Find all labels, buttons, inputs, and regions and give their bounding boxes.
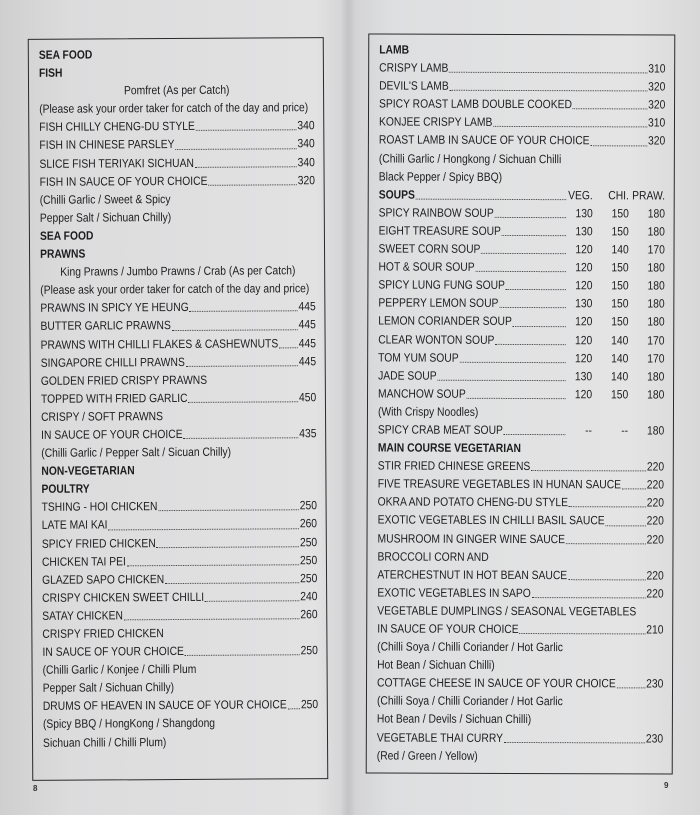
price-veg: 130 xyxy=(575,224,593,239)
menu-note: GOLDEN FRIED CRISPY PRAWNS xyxy=(40,372,208,388)
item-name: ATERCHESTNUT IN HOT BEAN SAUCE xyxy=(377,567,568,582)
price-chicken: 150 xyxy=(610,387,629,402)
section-heading: FISH xyxy=(38,65,63,80)
item-name: SATAY CHICKEN xyxy=(42,608,123,623)
item-price: 220 xyxy=(646,495,664,510)
dot-leader xyxy=(569,507,646,508)
menu-item xyxy=(40,316,315,336)
dot-leader xyxy=(513,325,566,326)
item-name: CRISPY CHICKEN SWEET CHILLI xyxy=(42,589,205,605)
menu-item xyxy=(41,334,316,354)
dot-leader xyxy=(475,271,565,272)
price-veg: VEG. xyxy=(568,187,593,203)
dot-leader xyxy=(172,329,298,331)
soup-item xyxy=(378,384,664,403)
dot-leader xyxy=(175,148,296,150)
page-number-left: 8 xyxy=(33,784,38,793)
item-price: 260 xyxy=(300,607,318,622)
dot-leader xyxy=(157,546,299,548)
price-columns xyxy=(566,331,664,349)
section-heading: POULTRY xyxy=(41,481,90,497)
menu-note: CRISPY FRIED CHICKEN xyxy=(42,626,164,641)
dot-leader xyxy=(504,434,566,435)
menu-item xyxy=(40,297,315,317)
dot-leader xyxy=(190,311,298,313)
dot-leader xyxy=(590,145,647,146)
menu-item xyxy=(42,551,317,571)
price-prawn: PRAW. xyxy=(632,188,666,203)
item-price: 340 xyxy=(297,154,315,169)
item-name: STIR FRIED CHINESE GREENS xyxy=(377,458,531,474)
dot-leader xyxy=(416,198,566,200)
dot-leader xyxy=(186,365,298,367)
item-price: 220 xyxy=(646,513,664,528)
price-veg: 120 xyxy=(575,260,593,275)
menu-note: (Chilli Garlic / Sweet & Spicy xyxy=(39,191,171,207)
dot-leader xyxy=(288,709,301,710)
price-veg: 130 xyxy=(575,206,593,221)
menu-note: VEGETABLE DUMPLINGS / SEASONAL VEGETABLES xyxy=(377,603,637,619)
item-name: SPICY FRIED CHICKEN xyxy=(41,535,156,551)
menu-note: BROCCOLI CORN AND xyxy=(377,549,489,564)
item-price: 320 xyxy=(297,172,315,187)
price-veg: 130 xyxy=(575,296,593,311)
item-price: 220 xyxy=(646,531,664,547)
menu-panel-right xyxy=(366,33,676,774)
dot-leader xyxy=(495,344,565,345)
dot-leader xyxy=(196,130,297,132)
menu-item xyxy=(379,131,665,150)
soup-item xyxy=(378,258,664,277)
soup-column-header xyxy=(379,185,665,204)
soup-item xyxy=(379,240,665,259)
item-price: 310 xyxy=(648,115,666,130)
section-heading: NON-VEGETARIAN xyxy=(41,463,135,478)
menu-note: Pepper Salt / Sichuan Chilly) xyxy=(42,680,175,696)
item-price: 320 xyxy=(648,79,666,94)
menu-item xyxy=(42,515,317,535)
price-veg: 120 xyxy=(574,386,593,402)
menu-item xyxy=(39,153,314,173)
section-heading: SEA FOOD xyxy=(39,228,94,243)
section-heading: SEA FOOD xyxy=(38,47,93,62)
menu-item xyxy=(379,59,665,78)
soup-item xyxy=(378,294,664,313)
dot-leader xyxy=(165,582,299,584)
menu-note: (Chilli Soya / Chilli Coriander / Hot Garlic xyxy=(376,693,563,709)
item-name: EXOTIC VEGETABLES IN SAPO xyxy=(377,585,531,600)
menu-item xyxy=(378,511,664,530)
dot-leader xyxy=(188,401,298,403)
menu-item xyxy=(39,117,314,137)
item-price: 240 xyxy=(300,588,318,604)
item-name: PEPPERY LEMON SOUP xyxy=(378,295,499,311)
price-columns xyxy=(567,222,665,240)
soup-item xyxy=(378,420,664,439)
dot-leader xyxy=(506,289,566,290)
menu-note: (Please ask your order taker for catch of the day and price) xyxy=(40,281,310,298)
item-name: TSHING - HOI CHICKEN xyxy=(41,499,158,515)
price-columns xyxy=(567,276,665,294)
dot-leader xyxy=(158,510,299,512)
item-price: 220 xyxy=(646,568,664,583)
menu-note: (Chilli Garlic / Konjee / Chilli Plum xyxy=(42,662,197,678)
item-name: DRUMS OF HEAVEN IN SAUCE OF YOUR CHOICE xyxy=(42,697,287,714)
menu-item xyxy=(41,388,316,408)
dot-leader xyxy=(205,600,299,602)
price-columns xyxy=(567,258,665,276)
price-chicken: -- xyxy=(621,423,629,438)
price-columns xyxy=(567,186,665,204)
dot-leader xyxy=(531,470,646,471)
item-name: FISH CHILLY CHENG-DU STYLE xyxy=(39,119,195,135)
price-prawn: 180 xyxy=(647,206,665,221)
item-name: VEGETABLE THAI CURRY xyxy=(376,730,504,745)
price-chicken: 140 xyxy=(611,350,629,365)
item-name: KONJEE CRISPY LAMB xyxy=(378,114,493,130)
soup-item xyxy=(378,366,664,385)
price-veg: 130 xyxy=(574,368,593,383)
price-veg: -- xyxy=(585,423,592,438)
price-prawn: 170 xyxy=(647,242,665,257)
dot-leader xyxy=(566,543,646,544)
dot-leader xyxy=(495,217,566,218)
dot-leader xyxy=(504,742,645,743)
item-name: CRISPY LAMB xyxy=(379,60,449,75)
item-name: IN SAUCE OF YOUR CHOICE xyxy=(42,644,184,659)
price-prawn: 180 xyxy=(647,314,665,329)
menu-note: (Chilli Garlic / Hongkong / Sichuan Chilli xyxy=(378,151,562,166)
menu-item xyxy=(40,171,315,191)
menu-note: King Prawns / Jumbo Prawns / Crab (As per Catch) xyxy=(60,263,296,279)
dot-leader xyxy=(124,618,300,620)
item-name: SPICY ROAST LAMB DOUBLE COOKED xyxy=(379,96,572,112)
price-chicken: 150 xyxy=(611,224,629,239)
item-name: OKRA AND POTATO CHENG-DU STYLE xyxy=(377,494,569,510)
item-name: PRAWNS IN SPICY YE HEUNG xyxy=(40,300,189,316)
price-chicken: 140 xyxy=(611,332,629,347)
menu-item xyxy=(378,475,664,494)
price-columns xyxy=(566,385,664,403)
item-price: 250 xyxy=(299,552,318,567)
page-fold-shadow xyxy=(340,0,356,815)
dot-leader xyxy=(127,564,299,566)
section-heading: PRAWNS xyxy=(40,246,86,261)
item-price: 445 xyxy=(298,335,316,350)
dot-leader xyxy=(185,654,300,656)
item-name: SWEET CORN SOUP xyxy=(378,241,481,256)
price-chicken: 140 xyxy=(611,242,629,257)
dot-leader xyxy=(499,307,565,308)
price-columns xyxy=(567,204,665,222)
item-price: 230 xyxy=(646,676,664,691)
dot-leader xyxy=(606,525,646,526)
item-price: 445 xyxy=(298,299,316,314)
menu-item xyxy=(43,696,318,716)
price-chicken: 150 xyxy=(611,278,629,293)
price-prawn: 170 xyxy=(647,332,665,348)
item-name: FISH IN CHINESE PARSLEY xyxy=(39,137,175,153)
menu-note: CRISPY / SOFT PRAWNS xyxy=(41,408,164,424)
dot-leader xyxy=(450,90,648,92)
menu-item xyxy=(379,95,665,114)
item-name: COTTAGE CHEESE IN SAUCE OF YOUR CHOICE xyxy=(377,675,616,691)
menu-panel-left xyxy=(28,37,329,781)
dot-leader xyxy=(437,379,565,380)
menu-item xyxy=(379,77,665,96)
dot-leader xyxy=(449,72,647,74)
item-price: 250 xyxy=(299,534,318,549)
dot-leader xyxy=(532,597,646,598)
menu-note: (With Crispy Noodles) xyxy=(377,404,479,419)
item-name: SPICY LUNG FUNG SOUP xyxy=(378,277,505,293)
menu-item xyxy=(377,728,663,747)
price-veg: 120 xyxy=(575,332,593,347)
price-veg: 120 xyxy=(575,314,593,329)
item-price: 250 xyxy=(300,643,318,658)
soups-heading: SOUPS xyxy=(378,187,415,202)
item-name: SLICE FISH TERIYAKI SICHUAN xyxy=(39,155,195,171)
item-name: PRAWNS WITH CHILLI FLAKES & CASHEWNUTS xyxy=(40,335,279,352)
soup-item xyxy=(378,348,664,367)
menu-item xyxy=(378,457,664,476)
page-number-right: 9 xyxy=(664,781,669,790)
menu-note: (Chilli Soya / Chilli Coriander / Hot Garlic xyxy=(377,639,564,655)
menu-item xyxy=(379,113,665,132)
price-prawn: 180 xyxy=(647,260,665,275)
item-name: FISH IN SAUCE OF YOUR CHOICE xyxy=(39,173,208,189)
item-price: 445 xyxy=(298,317,316,332)
menu-item xyxy=(42,605,317,625)
price-chicken: CHI. xyxy=(608,188,629,203)
menu-item xyxy=(41,424,316,444)
price-chicken: 150 xyxy=(611,206,629,221)
item-price: 340 xyxy=(297,118,315,133)
item-price: 250 xyxy=(299,498,317,513)
menu-item xyxy=(377,565,663,584)
item-price: 220 xyxy=(646,477,665,492)
menu-note: Pepper Salt / Sichuan Chilly) xyxy=(39,209,172,225)
menu-note: (Red / Green / Yellow) xyxy=(376,748,478,763)
item-name: SPICY RAINBOW SOUP xyxy=(378,205,494,220)
dot-leader xyxy=(573,109,647,110)
menu-item xyxy=(42,569,317,589)
item-name: TOM YUM SOUP xyxy=(378,350,459,365)
item-price: 445 xyxy=(298,353,317,368)
item-name: EXOTIC VEGETABLES IN CHILLI BASIL SAUCE xyxy=(377,512,605,528)
soup-item xyxy=(378,276,664,295)
menu-item xyxy=(42,496,317,516)
dot-leader xyxy=(183,437,298,439)
item-name: DEVIL'S LAMB xyxy=(379,78,449,93)
price-veg: 120 xyxy=(575,278,593,293)
menu-item xyxy=(42,641,317,661)
item-name: MUSHROOM IN GINGER WINE SAUCE xyxy=(377,531,566,546)
item-name: IN SAUCE OF YOUR CHOICE xyxy=(41,426,183,442)
item-price: 220 xyxy=(646,586,664,601)
dot-leader xyxy=(481,253,566,254)
item-price: 250 xyxy=(300,570,318,585)
item-name: FIVE TREASURE VEGETABLES IN HUNAN SAUCE xyxy=(377,476,622,492)
item-name: GLAZED SAPO CHICKEN xyxy=(41,571,165,587)
soup-item xyxy=(379,221,665,240)
price-columns xyxy=(566,349,664,367)
dot-leader xyxy=(467,398,566,399)
item-name: CHICKEN TAI PEI xyxy=(41,553,126,569)
menu-note: Black Pepper / Spicy BBQ) xyxy=(378,169,503,184)
item-price: 310 xyxy=(648,61,666,76)
price-prawn: 180 xyxy=(647,296,665,311)
item-name: MANCHOW SOUP xyxy=(378,386,466,401)
menu-item xyxy=(378,493,664,512)
item-name: ROAST LAMB IN SAUCE OF YOUR CHOICE xyxy=(378,132,590,148)
section-heading: LAMB xyxy=(379,42,410,57)
dot-leader xyxy=(493,126,647,128)
price-chicken: 150 xyxy=(611,314,629,329)
item-price: 320 xyxy=(647,133,666,148)
item-name: CLEAR WONTON SOUP xyxy=(378,332,495,347)
menu-item xyxy=(39,135,314,155)
item-price: 220 xyxy=(646,459,665,474)
dot-leader xyxy=(502,235,566,236)
item-name: EIGHT TREASURE SOUP xyxy=(378,223,501,238)
price-veg: 120 xyxy=(575,242,593,257)
price-prawn: 180 xyxy=(646,423,665,438)
item-price: 250 xyxy=(300,697,319,712)
price-prawn: 180 xyxy=(647,224,665,239)
item-price: 450 xyxy=(298,389,317,405)
menu-note: Hot Bean / Devils / Sichuan Chilli) xyxy=(376,711,532,727)
menu-item xyxy=(377,620,663,639)
price-prawn: 180 xyxy=(647,278,665,293)
item-name: LATE MAI KAI xyxy=(41,517,108,533)
price-chicken: 150 xyxy=(611,260,629,275)
price-veg: 120 xyxy=(574,350,593,365)
soup-item xyxy=(379,203,665,222)
price-columns xyxy=(567,294,665,312)
price-columns xyxy=(567,240,665,258)
dot-leader xyxy=(208,184,297,186)
item-price: 210 xyxy=(646,622,664,637)
menu-item xyxy=(377,529,663,548)
dot-leader xyxy=(617,688,646,689)
price-prawn: 170 xyxy=(647,351,665,366)
price-prawn: 180 xyxy=(647,369,665,384)
menu-note: (Please ask your order taker for catch of the day and price) xyxy=(39,100,309,117)
price-prawn: 180 xyxy=(647,387,665,402)
menu-item xyxy=(41,352,316,372)
item-name: JADE SOUP xyxy=(378,368,437,383)
price-chicken: 140 xyxy=(611,369,629,384)
item-price: 320 xyxy=(648,97,666,112)
item-price: 230 xyxy=(645,731,664,746)
item-price: 435 xyxy=(299,426,317,441)
item-price: 260 xyxy=(299,516,318,531)
item-name: LEMON CORIANDER SOUP xyxy=(378,313,512,329)
item-price: 340 xyxy=(297,136,315,151)
dot-leader xyxy=(622,489,646,490)
price-chicken: 150 xyxy=(611,296,629,311)
dot-leader xyxy=(108,528,299,530)
menu-note: Pomfret (As per Catch) xyxy=(123,82,230,98)
dot-leader xyxy=(519,633,645,634)
menu-item xyxy=(377,674,663,693)
dot-leader xyxy=(279,347,298,348)
section-heading: MAIN COURSE VEGETARIAN xyxy=(377,440,522,456)
item-name: SINGAPORE CHILLI PRAWNS xyxy=(40,354,185,370)
price-columns xyxy=(566,367,664,385)
soup-item xyxy=(378,312,664,331)
dot-leader xyxy=(568,579,646,580)
dot-leader xyxy=(195,166,297,168)
menu-note: (Chilli Garlic / Pepper Salt / Sicuan Chilly) xyxy=(41,444,232,460)
dot-leader xyxy=(459,361,565,362)
menu-note: (Spicy BBQ / HongKong / Shangdong xyxy=(42,716,216,732)
item-name: SPICY CRAB MEAT SOUP xyxy=(377,422,503,437)
price-columns xyxy=(567,313,665,331)
menu-item xyxy=(377,583,663,602)
item-name: IN SAUCE OF YOUR CHOICE xyxy=(377,621,519,636)
menu-item xyxy=(42,533,317,553)
soup-item xyxy=(378,330,664,349)
item-name: TOPPED WITH FRIED GARLIC xyxy=(40,390,188,406)
menu-note: Sichuan Chilli / Chilli Plum) xyxy=(42,734,167,750)
item-name: HOT & SOUR SOUP xyxy=(378,259,475,274)
menu-item xyxy=(42,587,317,607)
price-columns xyxy=(566,421,664,439)
menu-note: Hot Bean / Sichuan Chilli) xyxy=(377,657,495,673)
item-name: BUTTER GARLIC PRAWNS xyxy=(40,318,171,334)
